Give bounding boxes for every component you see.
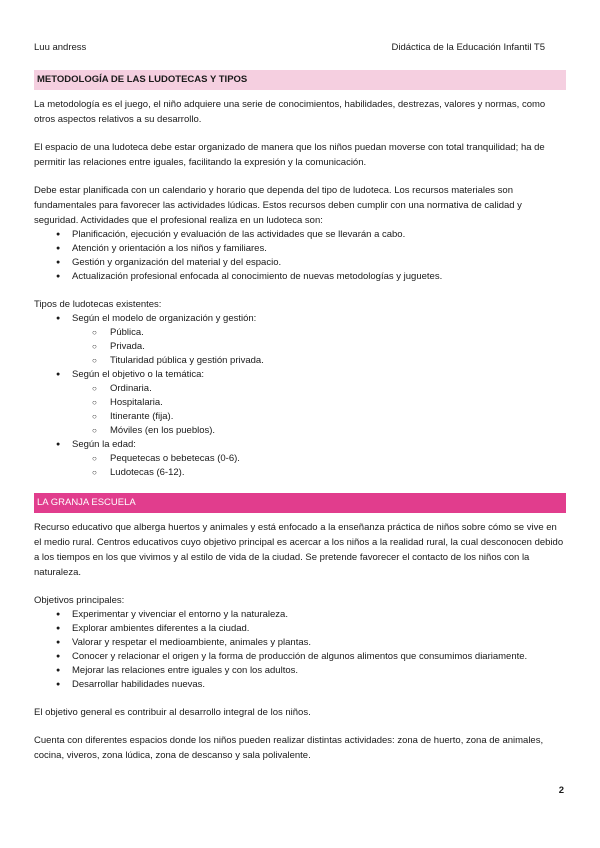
paragraph-methodology: La metodología es el juego, el niño adquiere una serie de conocimientos, habilidades, destrezas, valores y normas, como otros aspectos relativos a su desarrollo. — [34, 99, 546, 125]
sublist — [72, 326, 566, 368]
section-heading-granja: LA GRANJA ESCUELA — [34, 493, 566, 513]
sublist-item: ○ Ordinaria. — [92, 382, 566, 396]
sublist-item: ○ Móviles (en los pueblos). — [92, 424, 566, 438]
list-item-organization — [56, 312, 566, 368]
list-item: ● Valorar y respetar el medioambiente, animales y plantas. — [56, 636, 566, 650]
sublist-item: ○ Titularidad pública y gestión privada. — [92, 354, 566, 368]
list-item: ● Desarrollar habilidades nuevas. — [56, 678, 566, 692]
types-list — [34, 312, 566, 480]
sublist — [72, 382, 566, 438]
paragraph-general-objective: El objetivo general es contribuir al desarrollo integral de los niños. — [34, 707, 311, 718]
page-number: 2 — [558, 785, 564, 796]
type-label: Según el objetivo o la temática: — [72, 369, 205, 380]
sublist-item: ○ Ludotecas (6-12). — [92, 466, 566, 480]
section-heading-ludotecas: METODOLOGÍA DE LAS LUDOTECAS Y TIPOS — [34, 70, 566, 90]
sublist-item: ○ Itinerante (fija). — [92, 410, 566, 424]
objectives-list — [34, 608, 566, 692]
list-item: ● Conocer y relacionar el origen y la forma de producción de algunos alimentos que consumimos diariamente. — [56, 650, 566, 664]
list-item: ● Explorar ambientes diferentes a la ciudad. — [56, 622, 566, 636]
type-label: Según el modelo de organización y gestión: — [72, 313, 257, 324]
paragraph-spaces: Cuenta con diferentes espacios donde los niños pueden realizar distintas actividades: zona de huerto, zona de animales, cocina, viveros, zona lúdica, zona de descanso y sala polivalente. — [34, 735, 544, 761]
paragraph-granja-intro: Recurso educativo que alberga huertos y animales y está enfocado a la enseñanza práctica de niños sobre cómo se vive en el medio rural. Centros educativos cuyo objetivo principal es acercar a los niños a la realidad rural, la cual desconocen debido a los tiempos en los que vivimos y al estilo de vida de la ciudad. Se pretende favorecer el contacto de los niños con la naturaleza. — [34, 522, 564, 578]
paragraph-space: El espacio de una ludoteca debe estar organizado de manera que los niños puedan moverse con total tranquilidad; ha de permitir las relaciones entre iguales, facilitando la expresión y la comunicación. — [34, 142, 545, 168]
paragraph-planning: Debe estar planificada con un calendario y horario que dependa del tipo de ludoteca. Los recursos materiales son fundamentales para favorecer las actividades lúdicas. Estos recursos deben cumplir con una normativa de calidad y seguridad. Actividades que el profesional realiza en un ludoteca son: — [34, 185, 522, 226]
list-item: ● Atención y orientación a los niños y familiares. — [56, 242, 566, 256]
list-item: ● Planificación, ejecución y evaluación de las actividades que se llevarán a cabo. — [56, 228, 566, 242]
sublist-item: ○ Hospitalaria. — [92, 396, 566, 410]
types-intro: Tipos de ludotecas existentes: — [34, 299, 162, 310]
list-item: ● Actualización profesional enfocada al conocimiento de nuevas metodologías y juguetes. — [56, 270, 566, 284]
page-content — [34, 70, 566, 763]
sublist-item: ○ Pequetecas o bebetecas (0-6). — [92, 452, 566, 466]
sublist-item: ○ Pública. — [92, 326, 566, 340]
type-label: Según la edad: — [72, 439, 136, 450]
header-author: Luu andress — [34, 42, 87, 53]
list-item: ● Mejorar las relaciones entre iguales y con los adultos. — [56, 664, 566, 678]
list-item-age — [56, 438, 566, 480]
list-item: ● Experimentar y vivenciar el entorno y la naturaleza. — [56, 608, 566, 622]
list-item-theme — [56, 368, 566, 438]
sublist-item: ○ Privada. — [92, 340, 566, 354]
activities-list — [34, 228, 566, 284]
header-course-title: Didáctica de la Educación Infantil T5 — [391, 42, 545, 53]
list-item: ● Gestión y organización del material y del espacio. — [56, 256, 566, 270]
objectives-intro: Objetivos principales: — [34, 595, 125, 606]
sublist — [72, 452, 566, 480]
